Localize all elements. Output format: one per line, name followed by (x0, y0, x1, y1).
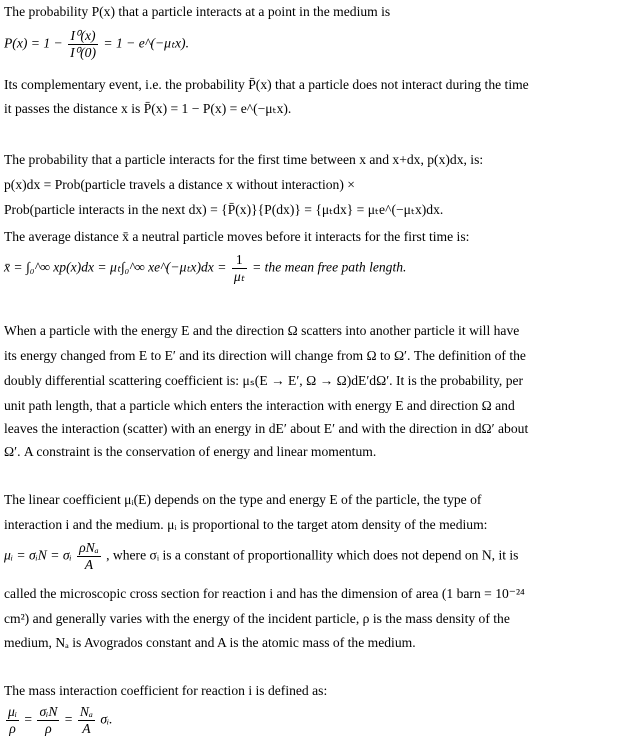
mass-coefficient-line-1: The mass interaction coefficient for reaction i is defined as: (4, 683, 328, 698)
mfp-denominator: μₜ (233, 269, 245, 284)
eq1-fraction (68, 28, 98, 61)
mass-eq-frac3-num: Nₐ (79, 704, 93, 719)
linear-coefficient-line-1: The linear coefficient μᵢ(E) depends on the type and energy E of the particle, the type of (4, 492, 482, 507)
mass-eq-frac2-den: ρ (45, 721, 52, 736)
scattering-line-3: doubly differential scattering coefficient is: μₛ(E → E′, Ω → Ω)dE′dΩ′. It is the probability, per (4, 373, 524, 388)
mfp-eq-lhs: x̄ = ∫₀^∞ xp(x)dx = μₜ∫₀^∞ xe^(−μₜx)dx = (4, 259, 227, 275)
scattering-line-1: When a particle with the energy E and the direction Ω scatters into another particle it will have (4, 323, 520, 338)
linear-coefficient-line-2: interaction i and the medium. μᵢ is proportional to the target atom density of the medium: (4, 517, 488, 532)
mass-eq-frac1-num: μᵢ (8, 704, 17, 719)
eq1-denominator: I⁰(0) (70, 45, 96, 60)
mass-coefficient-equation (4, 704, 113, 737)
equals-sign-1: = (24, 711, 33, 727)
mass-eq-frac3-den: A (82, 721, 91, 736)
scattering-line-2: its energy changed from E to E′ and its direction will change from Ω to Ω′. The definition of the (4, 348, 526, 363)
linear-coefficient-line-5: cm²) and generally varies with the energy of the incident particle, ρ is the mass density of the (4, 611, 510, 626)
intro-equation-1 (4, 28, 189, 61)
linear-eq-fraction (77, 540, 101, 573)
intro-line-3: it passes the distance x is P̄(x) = 1 − P(x) = e^(−μₜx). (4, 101, 292, 116)
linear-eq-rhs: , where σᵢ is a constant of proportionallity which does not depend on N, it is (106, 547, 519, 563)
scattering-line-6: Ω′. A constraint is the conservation of energy and linear momentum. (4, 444, 377, 459)
linear-eq-lhs: μᵢ = σᵢN = σᵢ (4, 547, 72, 563)
scattering-line-4: unit path length, that a particle which enters the interaction with energy E and direction Ω and (4, 398, 515, 413)
linear-eq-denominator: A (84, 557, 94, 572)
linear-eq-numerator: ρNₐ (79, 540, 99, 555)
linear-coefficient-line-6: medium, Nₐ is Avogrados constant and A is the atomic mass of the medium. (4, 635, 416, 650)
mass-eq-fraction-3 (78, 704, 95, 737)
mass-eq-fraction-2 (37, 704, 59, 737)
eq1-numerator: I⁰(x) (68, 28, 98, 45)
linear-coefficient-line-4: called the microscopic cross section for reaction i and has the dimension of area (1 barn = 10⁻²⁴ (4, 586, 525, 601)
scattering-line-5: leaves the interaction (scatter) with an energy in dE′ about E′ and with the direction in dΩ′ about (4, 421, 529, 436)
mfp-eq-rhs: = the mean free path length. (252, 259, 407, 275)
first-interaction-line-2: p(x)dx = Prob(particle travels a distance x without interaction) × (4, 177, 355, 192)
first-interaction-line-3: Prob(particle interacts in the next dx) = {P̄(x)}{P(dx)} = {μₜdx} = μₜe^(−μₜx)dx. (4, 202, 444, 217)
first-interaction-line-1: The probability that a particle interacts for the first time between x and x+dx, p(x)dx, is: (4, 152, 484, 167)
intro-line-2: Its complementary event, i.e. the probability P̄(x) that a particle does not interact during the time (4, 77, 529, 92)
equals-sign-2: = (64, 711, 73, 727)
mass-eq-frac1-den: ρ (9, 721, 16, 736)
mfp-numerator: 1 (232, 252, 247, 269)
eq1-lhs: P(x) = 1 − (4, 35, 63, 51)
mass-eq-frac2-num: σᵢN (39, 704, 58, 719)
mean-free-path-equation (4, 252, 406, 285)
first-interaction-line-4: The average distance x̄ a neutral particle moves before it interacts for the first time is: (4, 229, 470, 244)
eq1-rhs: = 1 − e^(−μₜx). (103, 35, 189, 51)
linear-coefficient-equation (4, 540, 518, 573)
mass-eq-tail: σᵢ. (100, 711, 113, 727)
mass-eq-fraction-1 (6, 704, 19, 737)
mfp-fraction (232, 252, 247, 285)
intro-line-1: The probability P(x) that a particle interacts at a point in the medium is (4, 4, 391, 19)
